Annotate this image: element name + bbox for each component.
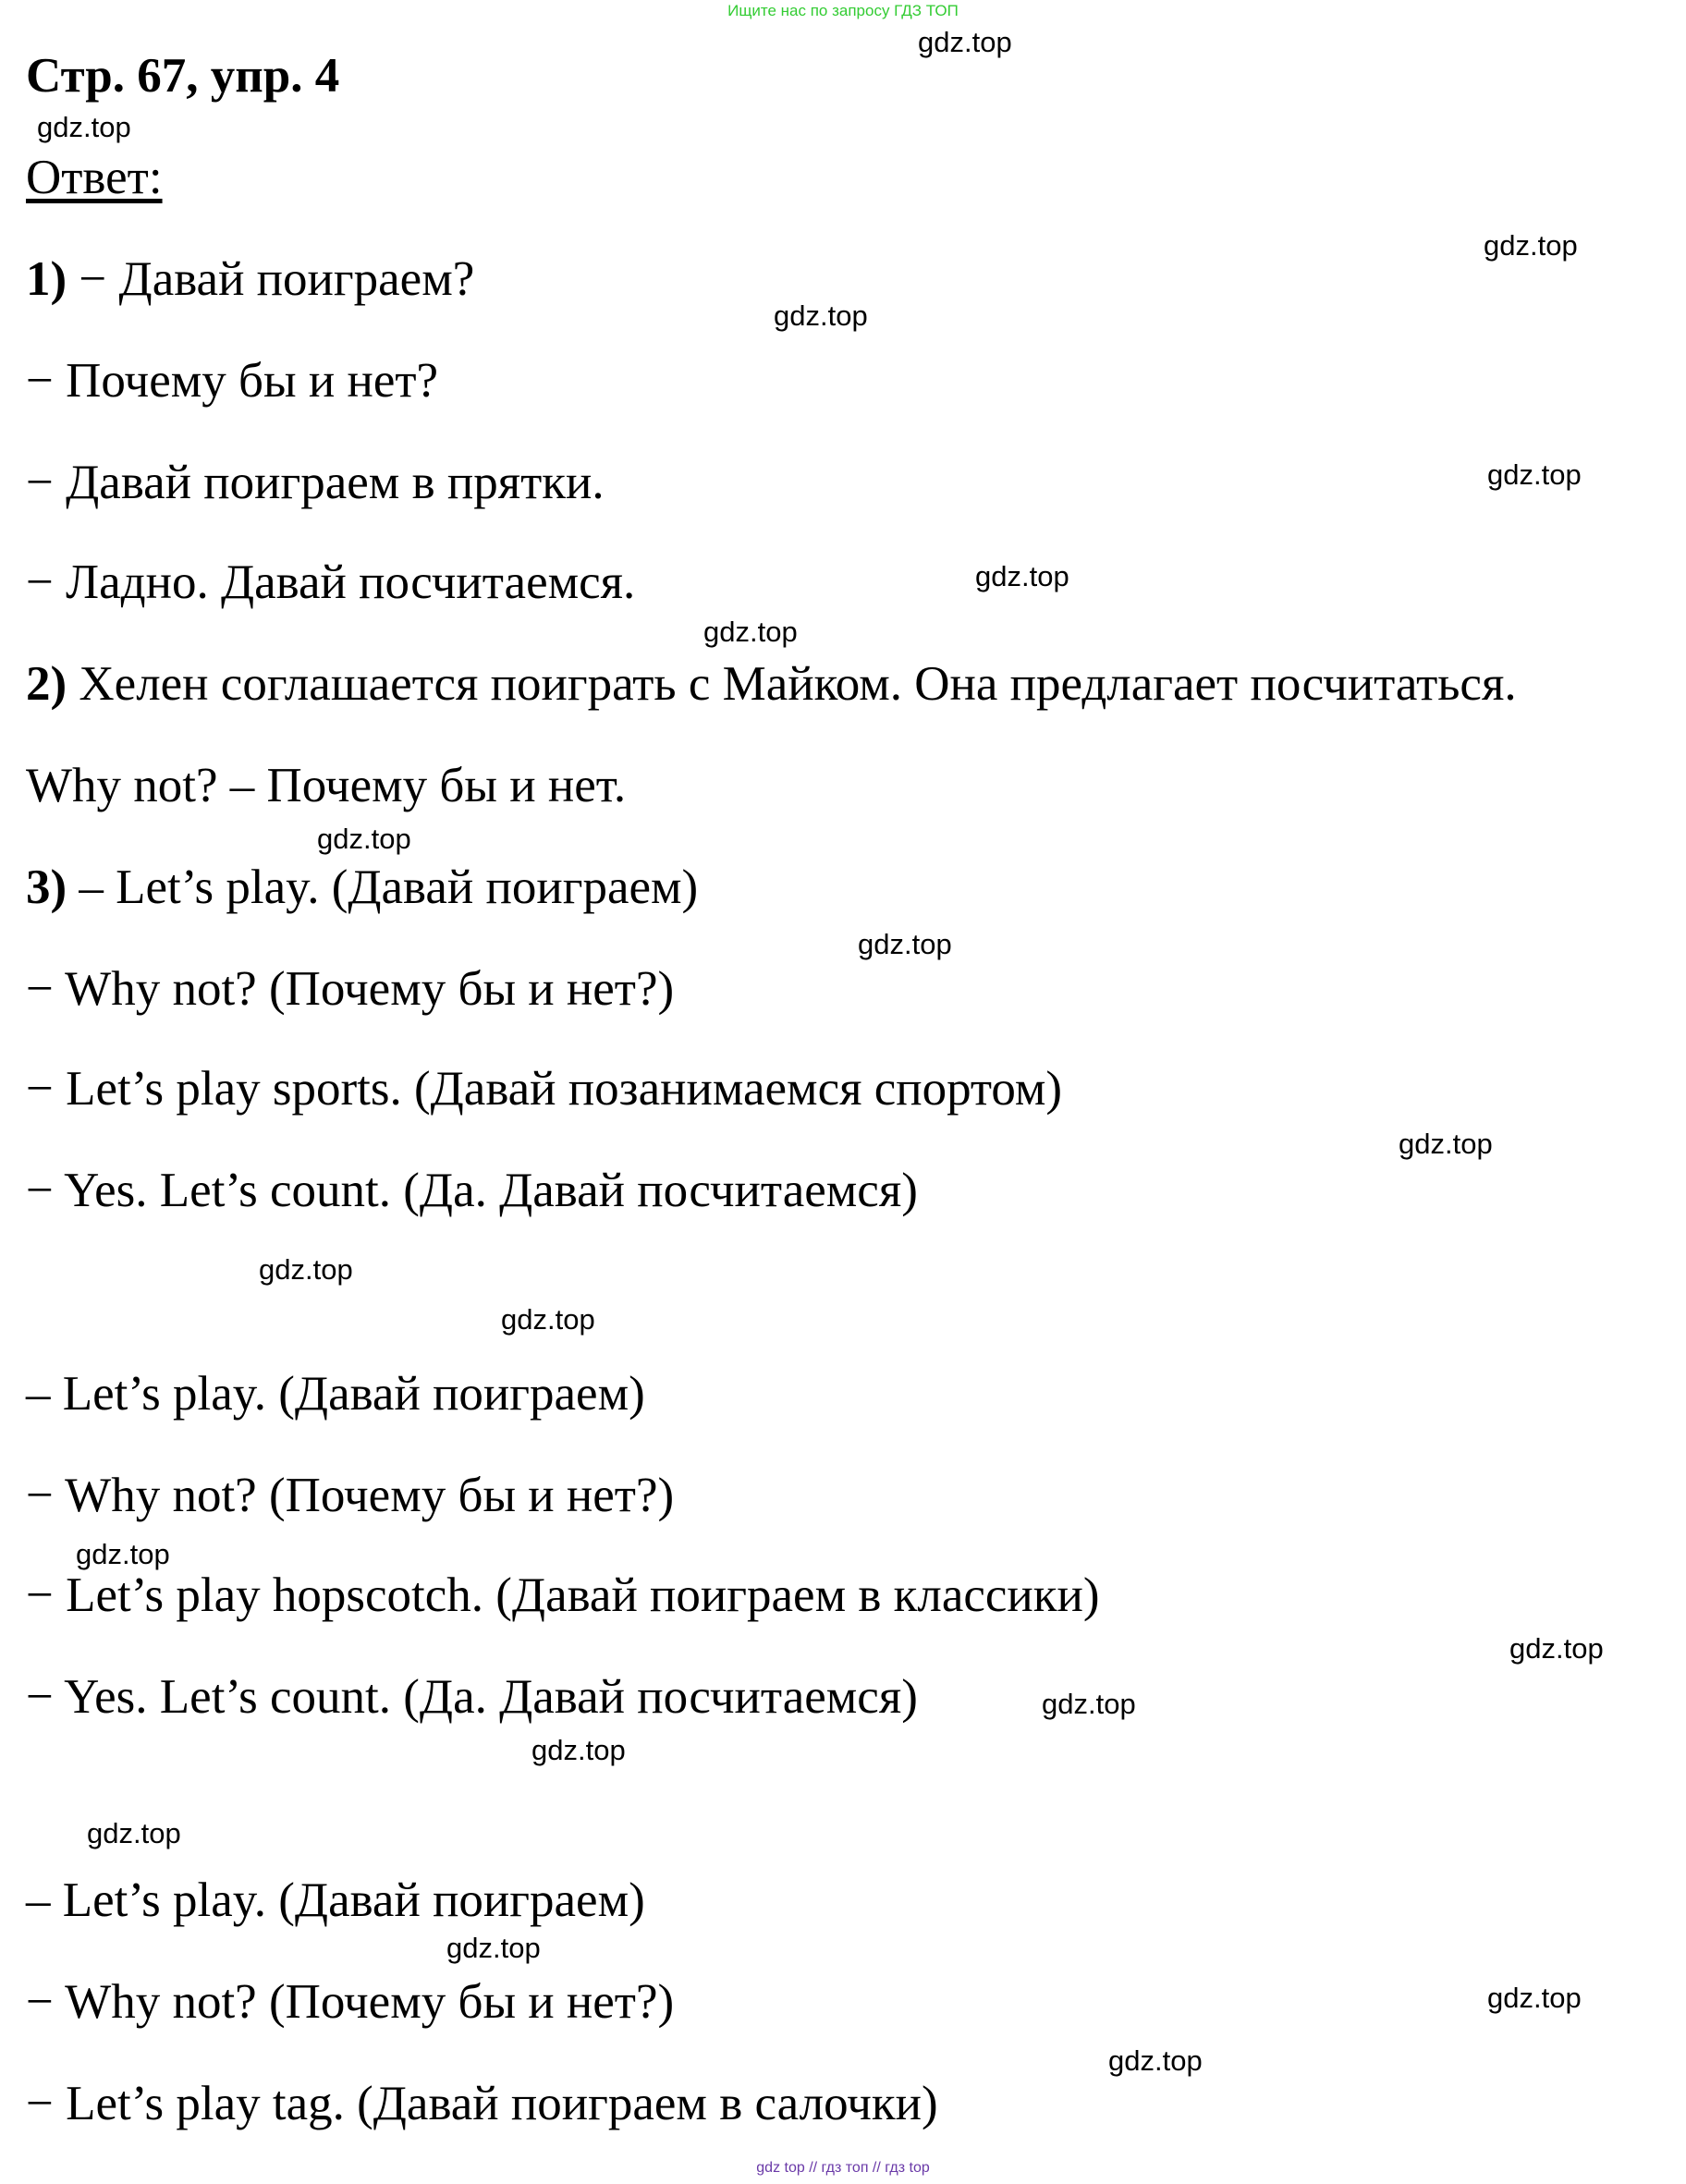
answer-line: − Let’s play hopscotch. (Давай поиграем в классики) <box>26 1568 1100 1622</box>
answer-line: − Let’s play tag. (Давай поиграем в салочки) <box>26 2077 938 2130</box>
search-banner: Ищите нас по запросу ГДЗ ТОП <box>727 2 959 19</box>
watermark: gdz.top <box>1042 1688 1136 1720</box>
answer-line: − Let’s play sports. (Давай позанимаемся спортом) <box>26 1062 1063 1116</box>
watermark: gdz.top <box>1108 2044 1203 2077</box>
watermark: gdz.top <box>1487 1982 1582 2014</box>
watermark: gdz.top <box>446 1932 541 1964</box>
answer-line: 3) – Let’s play. (Давай поиграем) <box>26 860 699 914</box>
answer-line: − Почему бы и нет? <box>26 354 439 408</box>
watermark: gdz.top <box>76 1538 170 1570</box>
footer-links: gdz top // гдз топ // гдз top <box>756 2160 930 2176</box>
watermark: gdz.top <box>1509 1632 1604 1665</box>
answer-line: − Давай поиграем в прятки. <box>26 456 605 509</box>
answer-line: – Let’s play. (Давай поиграем) <box>26 1367 645 1421</box>
answer-line: 1) − Давай поиграем? <box>26 252 475 306</box>
page-title: Стр. 67, упр. 4 <box>26 49 340 103</box>
watermark: gdz.top <box>87 1817 181 1849</box>
answer-line: − Why not? (Почему бы и нет?) <box>26 1469 675 1522</box>
answer-line: − Yes. Let’s count. (Да. Давай посчитаемся) <box>26 1670 918 1724</box>
answer-line: – Let’s play. (Давай поиграем) <box>26 1873 645 1927</box>
watermark: gdz.top <box>1484 229 1578 262</box>
answer-label: Ответ: <box>26 151 163 204</box>
watermark: gdz.top <box>918 26 1012 58</box>
answer-line: − Yes. Let’s count. (Да. Давай посчитаемся) <box>26 1164 918 1217</box>
watermark: gdz.top <box>501 1303 595 1336</box>
watermark: gdz.top <box>774 299 868 332</box>
watermark: gdz.top <box>531 1734 626 1766</box>
answer-line: Why not? – Почему бы и нет. <box>26 759 627 812</box>
answer-line: − Ладно. Давай посчитаемся. <box>26 555 636 609</box>
watermark: gdz.top <box>1487 458 1582 491</box>
answer-line: − Why not? (Почему бы и нет?) <box>26 962 675 1016</box>
watermark: gdz.top <box>259 1253 353 1286</box>
watermark: gdz.top <box>975 560 1069 592</box>
answer-line: 2) Хелен соглашается поиграть с Майком. Она предлагает посчитаться. <box>26 657 1517 711</box>
watermark: gdz.top <box>37 111 131 143</box>
watermark: gdz.top <box>703 616 798 648</box>
watermark: gdz.top <box>858 928 952 960</box>
watermark: gdz.top <box>1399 1128 1493 1160</box>
answer-line: − Why not? (Почему бы и нет?) <box>26 1975 675 2029</box>
watermark: gdz.top <box>317 823 411 855</box>
